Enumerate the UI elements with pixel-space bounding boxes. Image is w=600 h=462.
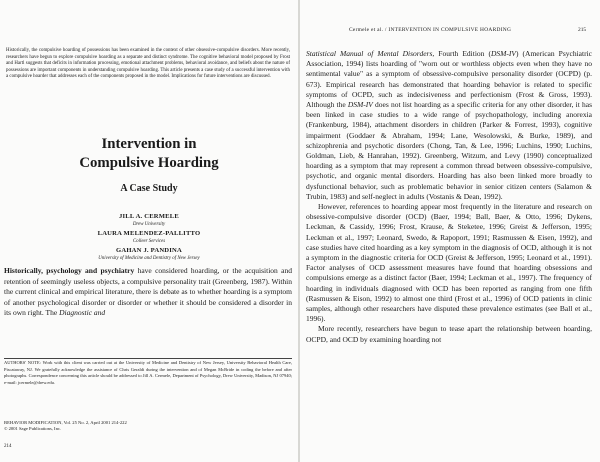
italic-text: DSM-IV — [347, 100, 373, 110]
intro-text: have considered hoarding, or the acquisition and retention of seemingly useless objects, a compulsive personality trait (Greenberg, 1987). Within the current clinical and empirical literature, there is debate as to whether hoarding is a symptom of another psychological disorder or disorder or whether it should be considered a disorder in its own right. The — [4, 266, 292, 317]
paragraph-3: More recently, researchers have begun to tease apart the relationship between hoarding, OCPD, and OCD by examining hoarding not — [306, 324, 592, 344]
journal-citation: BEHAVIOR MODIFICATION, Vol. 25 No. 2, April 2001 214-222 — [4, 420, 127, 425]
authors-note: AUTHORS' NOTE: Work with this client was carried out at the University of Medicine and Dentistry of New Jersey, University Behavioral Health Care, Piscataway, NJ. We gratefully acknowledge the assistance of Chris Geraldi during the intervention and of Megan McBride in coding the before and after photographs. Correspondence concerning this article should be addressed to Jill A. Cermele, Department of Psychology, Drew University, Madison, NJ 07940; e-mail: jcermele@drew.edu. — [4, 360, 292, 385]
footnote-rule — [4, 358, 292, 359]
text-run: does not list hoarding as a specific criteria for any other disorder, it has been linked in case studies to a wide range of psychopathology, including anorexia (Frankenburg, 1984), attachment disorders in children (Parker & Forrest, 1993), cognitive impairment (Goddaer & Abraham, 1994; Lane, Wesolowski, & Burke, 1989), and schizophrenia and psychotic disorders (Chong, Tan, & Lee, 1996; Luchins, 1990; Luchins, Goldman, Lieb, & Hanrahan, 1992). Greenberg, Witzum, and Levy (1990) conceptualized hoarding as a symptom that may represent a common thread between obsessive-compulsive, psychotic, and organic mental disorders. Hoarding has also been linked more broadly to dysfunctional behavior, such as problematic behavior in senior citizen centers (Salamon & Trubin, 1983) and self-neglect in adults (Vostanis & Dean, 1992). — [306, 100, 593, 201]
journal-info — [4, 420, 127, 432]
text-run: , Fourth Edition ( — [432, 49, 491, 58]
author-name: JILL A. CERMELE — [119, 213, 179, 220]
copyright: © 2001 Sage Publications, Inc. — [4, 426, 62, 431]
author-name: LAURA MELENDEZ-PALLITTO — [97, 230, 201, 237]
author-name: GAHAN J. PANDINA — [116, 247, 182, 254]
title-line-2: Compulsive Hoarding — [79, 155, 219, 171]
italic-text: DSM-IV — [490, 49, 516, 58]
body-text — [306, 49, 592, 345]
title-line-1: Intervention in — [101, 136, 197, 152]
intro-lead: Historically, psychology and psychiatry — [4, 266, 135, 275]
paragraph-2: However, references to hoarding appear most frequently in the literature and research on obsessive-compulsive disorder (OCD) (Baer, 1994; Ball, Baer, & Otto, 1996; Dykens, Leckman, & Cassidy, 1996; Frost, Krause, & Steketee, 1996; Greist & Jefferson, 1995; Leckman et al., 1997; Leonard, Swedo, & Rapoport, 1991; Rasmussen & Eisen, 1992), and case studies have cited hoarding as a key symptom in the diagnosis of OCD, although it is not a symptom in the diagnostic criteria for OCD (Greist & Jefferson, 1995; Leonard et al., 1991). Factor analyses of OCD assessment measures have found that hoarding obsessions and compulsions emerge as a distinct factor (Baer, 1994; Leckman et al., 1997). The frequency of hoarding in individuals diagnosed with OCD has been reported as ranging from one fifth (Rasmussen & Eison, 1992) to almost one third (Frost et al., 1996) of OCD patients in clinic samples, although other researchers have disputed these prevalence estimates (see Ball et al., 1996). — [306, 202, 592, 324]
author-affiliation: Colleer Services — [132, 239, 166, 244]
paragraph-1 — [306, 49, 592, 202]
left-page — [0, 0, 298, 462]
italic-text: Statistical Manual of Mental Disorders — [306, 49, 433, 58]
running-head: Cermele et al. / INTERVENTION IN COMPULSIVE HOARDING — [349, 27, 512, 33]
text-run: ) (American Psychiatric Association, 1994) lists hoarding of "worn out or worthless objects even when they have no sentimental value" as a symptom of obsessive-compulsive personality disorder (OCPD) (p. 673). Empirical research has demonstrated that hoarding behavior is related to specific symptoms of OCPD, such as indecisiveness and perfectionism (Frost & Gross, 1993). Although the — [306, 49, 592, 110]
abstract: Historically, the compulsive hoarding of possessions has been examined in the context of other obsessive-compulsive disorders. More recently, researchers have begun to explore compulsive hoarding as a separate and distinct syndrome. The cognitive behavioral model proposed by Frost and Hartl suggests that deficits in information processing, emotional attachment problems, behavioral avoidance, and beliefs about the nature of possessions are important components in understanding compulsive hoarding. This article presents a case study of a successful intervention with a compulsive hoarder that addresses each of the components proposed in the model. Implications for future interventions are discussed. — [6, 48, 290, 80]
author-affiliation: University of Medicine and Dentistry of New Jersey — [98, 256, 200, 261]
page-number: 214 — [4, 444, 12, 449]
author-affiliation: Drew University — [132, 222, 166, 227]
intro-italic: Diagnostic and — [59, 308, 106, 317]
running-header — [300, 0, 600, 34]
page-number: 215 — [578, 27, 587, 33]
article-subtitle: A Case Study — [120, 183, 178, 194]
article-title — [0, 135, 298, 173]
intro-paragraph — [4, 266, 292, 319]
right-page — [300, 0, 600, 462]
